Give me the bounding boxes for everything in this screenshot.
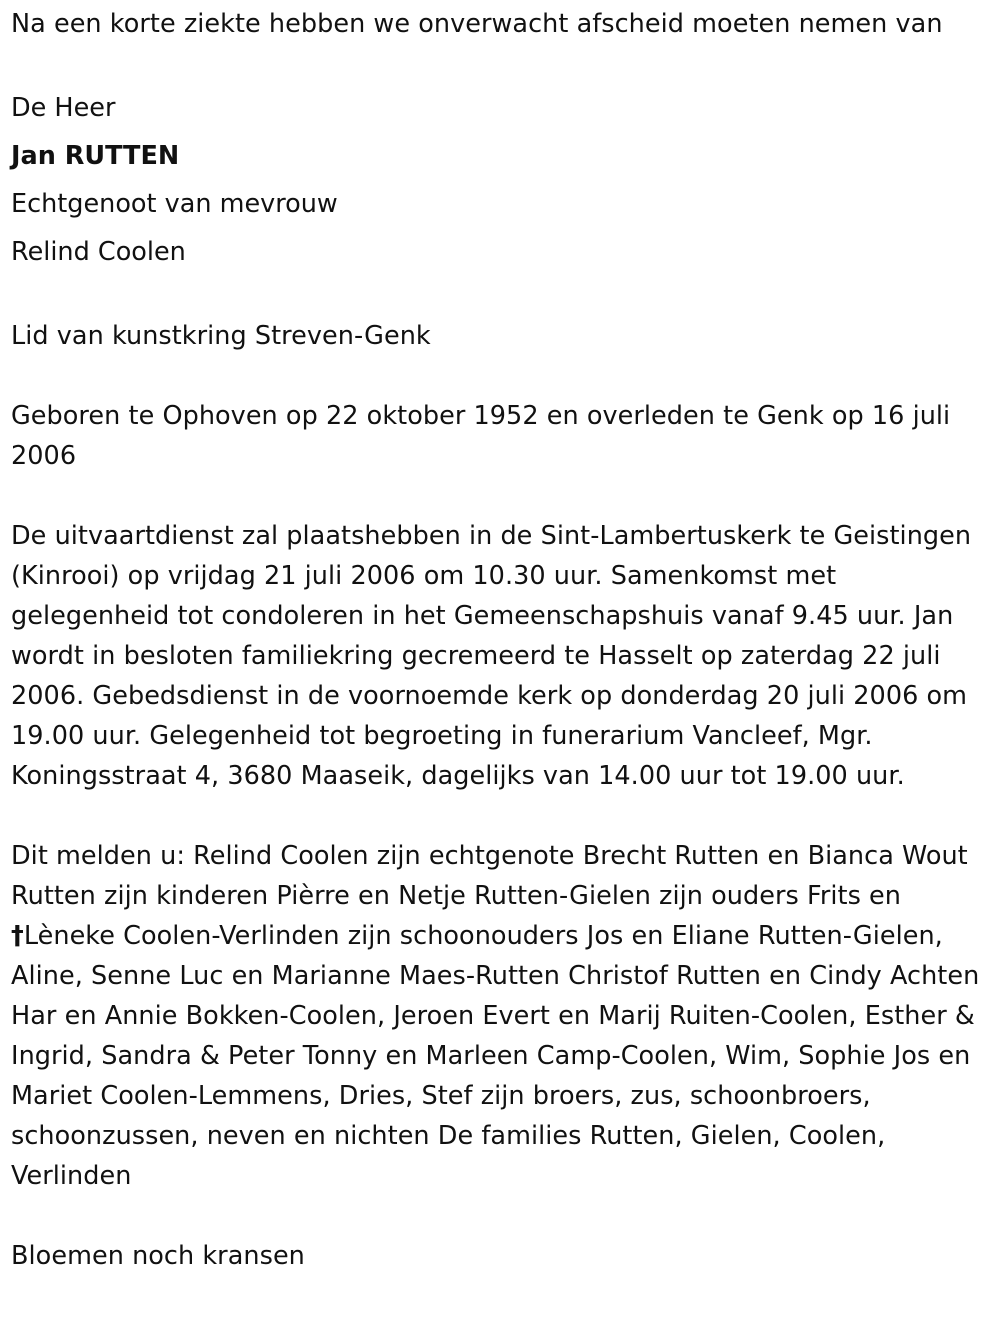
family-text-part-2: Lèneke Coolen-Verlinden zijn schoonouders Jos en Eliane Rutten-Gielen, Aline, Senne Luc en Marianne Maes-Rutten Christof Rutten en Cindy Achten Har en Annie Bokken-Coolen, Jeroen Evert en Marij Ruiten-Coolen, Esther & Ingrid, Sandra & Peter Tonny en Marleen Camp-Coolen, Wim, Sophie Jos en Mariet Coolen-Lemmens, Dries, Stef zijn broers, zus, schoonbroers, schoonzussen, neven en nichten De families Rutten, Gielen, Coolen, Verlinden — [11, 921, 980, 1191]
spacer — [11, 796, 989, 836]
intro-text: Na een korte ziekte hebben we onverwacht afscheid moeten nemen van — [11, 9, 943, 39]
birth-death-text: Geboren te Ophoven op 22 oktober 1952 en overleden te Genk op 16 juli 2006 — [11, 401, 951, 471]
family-announcement — [11, 836, 989, 1196]
spacer — [11, 276, 989, 316]
death-notice — [11, 4, 989, 1276]
spacer — [11, 476, 989, 516]
spouse-line: Echtgenoot van mevrouw — [11, 189, 338, 219]
spacer — [11, 1196, 989, 1236]
honorific: De Heer — [11, 93, 116, 123]
spacer — [11, 44, 989, 84]
spouse-name: Relind Coolen — [11, 237, 186, 267]
family-text-part-1: Dit melden u: Relind Coolen zijn echtgenote Brecht Rutten en Bianca Wout Rutten zijn kinderen Pièrre en Netje Rutten-Gielen zijn ouders Frits en — [11, 841, 968, 911]
cross-icon: † — [11, 921, 24, 951]
spacer — [11, 356, 989, 396]
deceased-name: Jan RUTTEN — [11, 141, 180, 171]
service-details: De uitvaartdienst zal plaatshebben in de Sint-Lambertuskerk te Geistingen (Kinrooi) op vrijdag 21 juli 2006 om 10.30 uur. Samenkomst met gelegenheid tot condoleren in het Gemeenschapshuis vanaf 9.45 uur. Jan wordt in besloten familiekring gecremeerd te Hasselt op zaterdag 22 juli 2006. Gebedsdienst in de voornoemde kerk op donderdag 20 juli 2006 om 19.00 uur. Gelegenheid tot begroeting in funerarium Vancleef, Mgr. Koningsstraat 4, 3680 Maaseik, dagelijks van 14.00 uur tot 19.00 uur. — [11, 521, 972, 791]
membership-text: Lid van kunstkring Streven-Genk — [11, 321, 431, 351]
closing-text: Bloemen noch kransen — [11, 1241, 305, 1271]
